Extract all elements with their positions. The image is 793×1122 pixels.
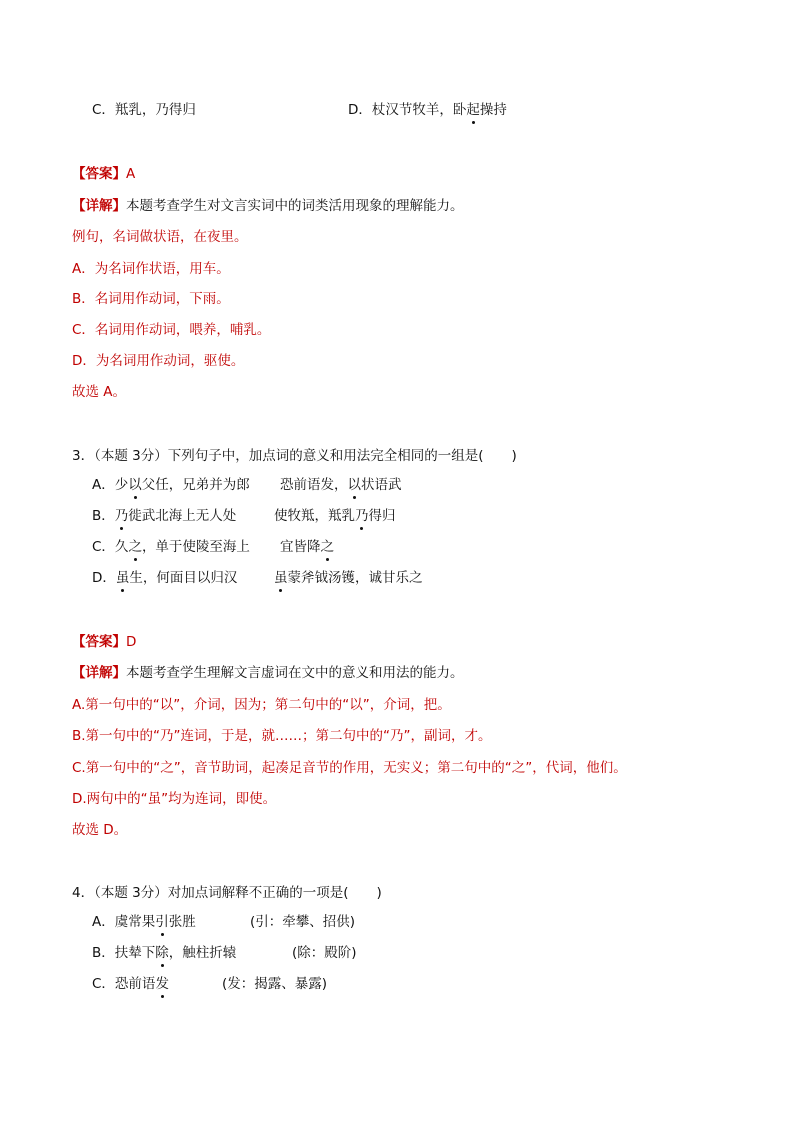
detail-text: 本题考查学生理解文言虚词在文中的意义和用法的能力。 — [126, 665, 464, 681]
dotted-char: 乃 — [114, 508, 129, 524]
question-3-option-c: C．久之，单于使陵至海上 — [92, 539, 250, 555]
dotted-char: 之 — [128, 539, 142, 555]
question-4-option-b-note: (除：殿阶) — [292, 945, 357, 961]
dotted-char: 以 — [347, 477, 361, 493]
conclusion-line: 故选 A。 — [72, 384, 127, 400]
question-3-option-b: B．乃徙武北海上无人处 — [92, 508, 237, 524]
explanation-line: B.第一句中的“乃”连词，于是，就……；第二句中的“乃”，副词，才。 — [72, 728, 492, 744]
dotted-char: 发 — [155, 976, 169, 992]
dotted-char: 虽 — [274, 570, 288, 586]
question-3-option-b-second: 使牧羝，羝乳乃得归 — [274, 508, 396, 524]
question-4-option-c-note: (发：揭露、暴露) — [222, 976, 328, 992]
detail-tag: 【详解】 — [72, 665, 126, 681]
answer-line — [72, 165, 135, 183]
question-3-option-a: A．少以父任，兄弟并为郎 — [92, 477, 250, 493]
conclusion-line: 故选 D。 — [72, 822, 128, 838]
dotted-char: 起 — [466, 102, 480, 118]
question-3-option-c-second: 宜皆降之 — [280, 539, 334, 555]
dotted-char: 之 — [320, 539, 334, 555]
detail-line — [72, 197, 464, 215]
detail-tag: 【详解】 — [72, 198, 126, 214]
question-3-option-a-second: 恐前语发，以状语武 — [280, 477, 402, 493]
explanation-line: A．为名词作状语，用车。 — [72, 261, 230, 277]
explanation-line: A.第一句中的“以”，介词，因为；第二句中的“以”，介词，把。 — [72, 697, 451, 713]
explanation-line: B．名词用作动词，下雨。 — [72, 291, 230, 307]
dotted-char: 乃 — [355, 508, 369, 524]
question-4-stem: 4．（本题 3分）对加点词解释不正确的一项是( ) — [72, 885, 382, 901]
detail-line — [72, 664, 464, 682]
question-3-option-d: D．虽生，何面目以归汉 — [92, 570, 238, 586]
example-line: 例句，名词做状语，在夜里。 — [72, 229, 248, 245]
explanation-line: D.两句中的“虽”均为连词，即使。 — [72, 791, 277, 807]
option-d-line: D．杖汉节牧羊，卧起操持 — [348, 102, 507, 118]
dotted-char: 以 — [128, 477, 142, 493]
dotted-char: 除 — [155, 945, 169, 961]
detail-text: 本题考查学生对文言实词中的词类活用现象的理解能力。 — [126, 198, 464, 214]
question-4-option-b: B．扶辇下除，触柱折辕 — [92, 945, 237, 961]
question-4-option-c: C．恐前语发 — [92, 976, 169, 992]
dotted-char: 虽 — [115, 570, 130, 586]
answer-tag: 【答案】 — [72, 634, 126, 650]
explanation-line: C．名词用作动词，喂养，哺乳。 — [72, 322, 271, 338]
explanation-line: C.第一句中的“之”，音节助词，起凑足音节的作用，无实义；第二句中的“之”，代词，他们。 — [72, 760, 627, 776]
dotted-char: 引 — [155, 914, 169, 930]
question-4-option-a-note: (引：牵攀、招供) — [250, 914, 356, 930]
question-4-option-a: A．虞常果引张胜 — [92, 914, 196, 930]
answer-line — [72, 633, 136, 651]
answer-value: D — [126, 634, 137, 650]
explanation-line: D．为名词用作动词，驱使。 — [72, 353, 245, 369]
option-c-line — [92, 101, 196, 119]
option-c-text: C．羝乳，乃得归 — [92, 102, 196, 118]
answer-tag: 【答案】 — [72, 166, 126, 182]
answer-value: A — [126, 166, 136, 182]
question-3-stem: 3．（本题 3分）下列句子中，加点词的意义和用法完全相同的一组是( ) — [72, 448, 517, 464]
question-3-option-d-second: 虽蒙斧钺汤镬，诚甘乐之 — [274, 570, 423, 586]
